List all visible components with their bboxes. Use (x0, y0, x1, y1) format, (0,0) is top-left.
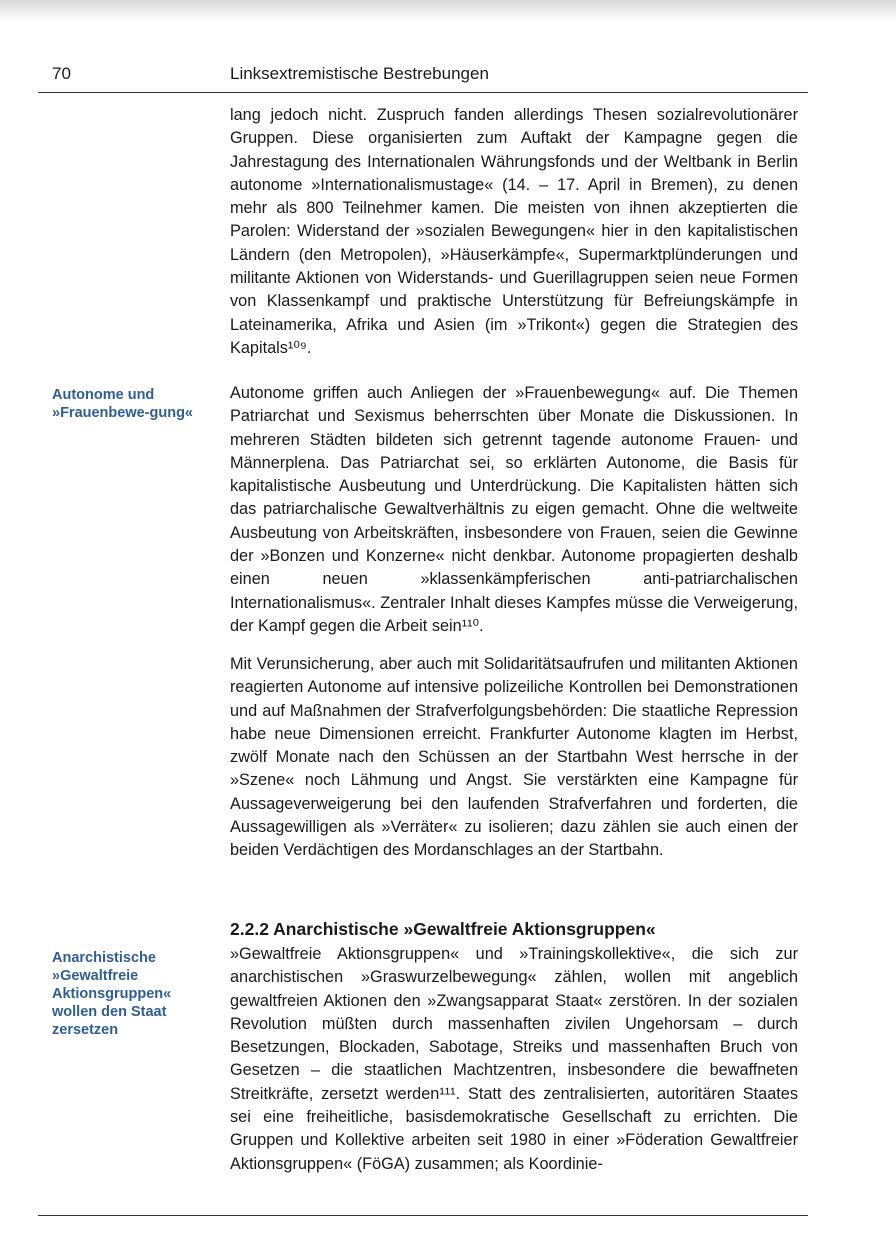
paragraph: lang jedoch nicht. Zuspruch fanden allerdings Thesen sozialrevolutionärer Gruppen. Diese organisierten zum Auftakt der Kampagne gegen die Jahrestagung des Internationalen Währungsfonds und der Weltbank in Berlin autonome »Internationalismustage« (14. – 17. April in Bremen), zu denen mehr als 800 Teilnehmer kamen. Die meisten von ihnen akzeptierten die Parolen: Widerstand der »sozialen Bewegungen« hier in den kapitalistischen Ländern (den Metropolen), »Häuserkämpfe«, Supermarktplünderungen und militante Aktionen von Widerstands- und Guerillagruppen seien neue Formen von Klassenkampf und praktische Unterstützung für Befreiungskämpfe in Lateinamerika, Afrika und Asien (im »Trikont«) gegen die Strategien des Kapitals¹⁰⁹. (230, 106, 798, 357)
running-head: Linksextremistische Bestrebungen (230, 64, 489, 83)
margin-note-anarchistische: Anarchistische »Gewaltfreie Aktionsgruppen« wollen den Staat zersetzen (52, 950, 172, 1038)
footer-rule (38, 1215, 808, 1216)
margin-note-autonome: Autonome und »Frauenbewe-gung« (52, 387, 193, 421)
paragraph: Mit Verunsicherung, aber auch mit Solidaritätsaufrufen und militanten Aktionen reagierten Autonome auf intensive polizeiliche Kontrollen bei Demonstrationen und auf Maßnahmen der Strafverfolgungsbehörden: Die staatliche Repression habe neue Dimensionen erreicht. Frankfurter Autonome klagten im Herbst, zwölf Monate nach den Schüssen an der Startbahn West herrsche in der »Szene« noch Lähmung und Angst. Sie verstärkten eine Kampagne für Aussageverweigerung bei den laufenden Strafverfahren und forderten, die Aussagewilligen als »Verräter« zu isolieren; dazu zählen sie auch einen der beiden Verdächtigen des Mordanschlages an der Startbahn. (230, 655, 798, 860)
paragraph: »Gewaltfreie Aktionsgruppen« und »Trainingskollektive«, die sich zur anarchistischen »Graswurzelbewegung« zählen, wollen mit angeblich gewaltfreien Aktionen den »Zwangsapparat Staat« zerstören. In der sozialen Revolution müßten durch massenhaften zivilen Ungehorsam – durch Besetzungen, Blockaden, Sabotage, Streiks und massenhaften Bruch von Gesetzen – die staatlichen Machtzentren, insbesondere die bewaffneten Streitkräfte, zersetzt werden¹¹¹. Statt des zentralisierten, autoritären Staates sei eine freiheitliche, basisdemokratische Gesellschaft zu errichten. Die Gruppen und Kollektive arbeiten seit 1980 in einer »Föderation Gewaltfreier Aktionsgruppen« (FöGA) zusammen; als Koordinie- (230, 945, 798, 1173)
page-header (38, 60, 808, 90)
page-number: 70 (52, 64, 71, 83)
section-heading: 2.2.2 Anarchistische »Gewaltfreie Aktionsgruppen« (230, 919, 656, 939)
scan-edge-shadow (0, 0, 896, 22)
header-rule (38, 92, 808, 93)
paragraph: Autonome griffen auch Anliegen der »Frauenbewegung« auf. Die Themen Patriarchat und Sexismus beherrschten über Monate die Diskussionen. In mehreren Städten bildeten sich getrennt tagende autonome Frauen- und Männerplena. Das Patriarchat sei, so erklärten Autonome, die Basis für kapitalistische Ausbeutung und Unterdrückung. Die Kapitalisten hätten sich das patriarchalische Gewaltverhältnis zu eigen gemacht. Ohne die weltweite Ausbeutung von Arbeitskräften, insbesondere von Frauen, seien die Gewinne der »Bonzen und Konzerne« nicht denkbar. Autonome propagierten deshalb einen neuen »klassenkämpferischen anti-patriarchalischen Internationalismus«. Zentraler Inhalt dieses Kampfes müsse die Verweigerung, der Kampf gegen die Arbeit sein¹¹⁰. (230, 384, 798, 635)
